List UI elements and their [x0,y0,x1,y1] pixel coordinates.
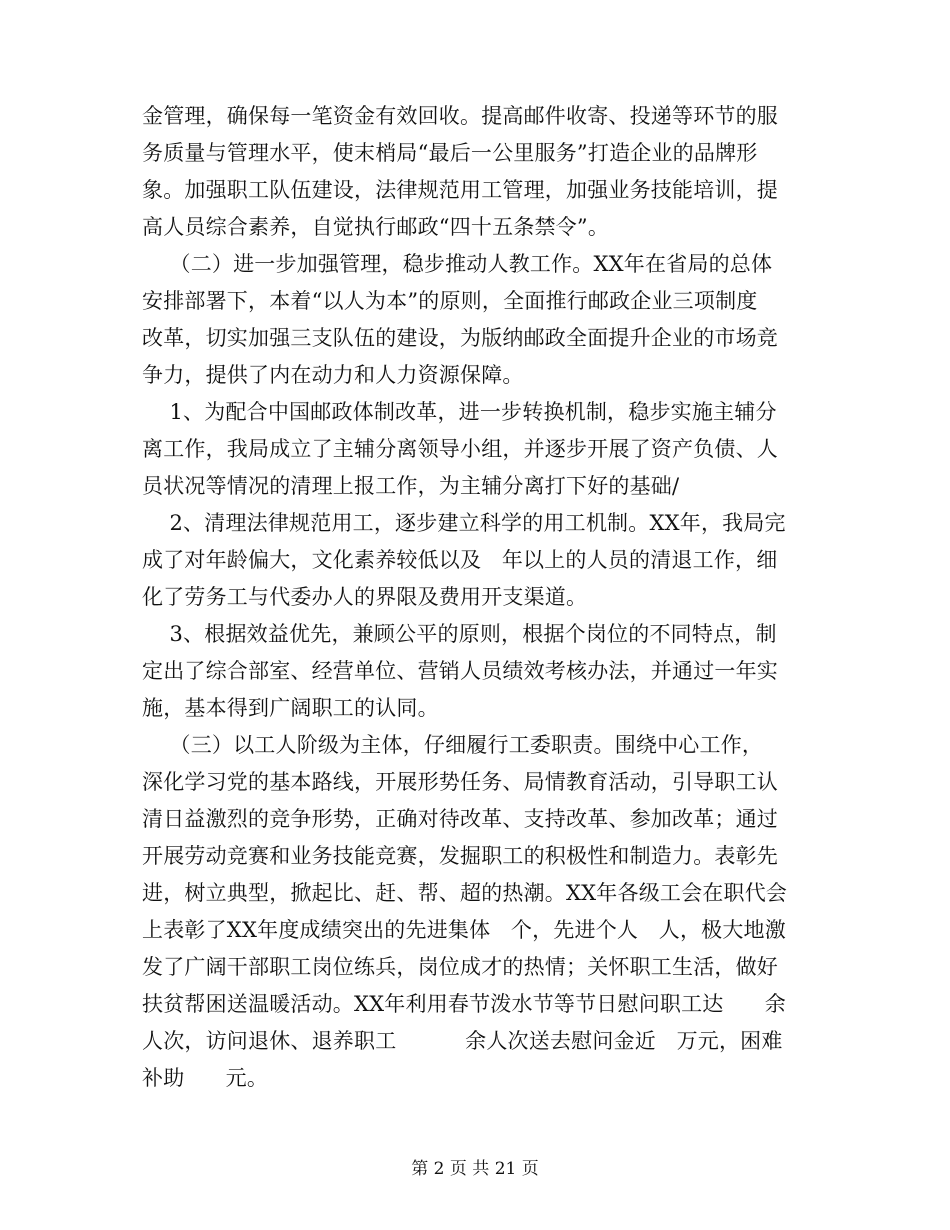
body-text-line: 安排部署下，本着“以人为本”的原则，全面推行邮政企业三项制度 [142,289,758,313]
body-text-line: 发了广阔干部职工岗位练兵，岗位成才的热情；关怀职工生活，做好 [142,955,778,979]
body-text-line: 离工作，我局成立了主辅分离领导小组，并逐步开展了资产负债、人 [142,437,778,461]
body-text-line: 施，基本得到广阔职工的认同。 [142,696,439,720]
body-text-line: 上表彰了XX年度成绩突出的先进集体 个，先进个人 人，极大地激 [142,918,786,942]
body-text-line: 扶贫帮困送温暖活动。XX年利用春节泼水节等节日慰问职工达 余 [142,992,786,1016]
page-footer: 第 2 页 共 21 页 [411,1159,539,1179]
body-text-line: 化了劳务工与代委办人的界限及费用开支渠道。 [142,585,588,609]
body-text-line: 争力，提供了内在动力和人力资源保障。 [142,363,524,387]
body-text-line: 进，树立典型，掀起比、赶、帮、超的热潮。XX年各级工会在职代会 [142,881,788,905]
body-text-line: 高人员综合素养，自觉执行邮政“四十五条禁令”。 [142,215,610,239]
body-text-line: 象。加强职工队伍建设，法律规范用工管理，加强业务技能培训，提 [142,178,778,202]
body-text-line: 3、根据效益优先，兼顾公平的原则，根据个岗位的不同特点，制 [142,622,777,646]
body-text-line: 金管理，确保每一笔资金有效回收。提高邮件收寄、投递等环节的服 [142,104,778,128]
body-text-line: 清日益激烈的竞争形势，正确对待改革、支持改革、参加改革；通过 [142,807,778,831]
body-text-line: 人次，访问退休、退养职工 余人次送去慰问金近 万元，困难 [142,1029,783,1053]
body-text-line: 成了对年龄偏大，文化素养较低以及 年以上的人员的清退工作，细 [142,548,778,572]
body-text-line: 务质量与管理水平，使末梢局“最后一公里服务”打造企业的品牌形 [142,141,758,165]
body-text-line: 深化学习党的基本路线，开展形势任务、局情教育活动，引导职工认 [142,770,778,794]
body-text-line: 补助 元。 [142,1066,269,1090]
body-text-line: 定出了综合部室、经营单位、营销人员绩效考核办法，并通过一年实 [142,659,778,683]
body-text-line: 员状况等情况的清理上报工作，为主辅分离打下好的基础/ [142,474,680,498]
body-text-line: 1、为配合中国邮政体制改革，进一步转换机制，稳步实施主辅分 [142,400,777,424]
body-text-line: （三）以工人阶级为主体，仔细履行工委职责。围绕中心工作， [142,733,764,757]
body-text-line: 改革，切实加强三支队伍的建设，为版纳邮政全面提升企业的市场竞 [142,326,778,350]
body-text-line: 2、清理法律规范用工，逐步建立科学的用工机制。XX年，我局完 [142,511,786,535]
body-text-line: （二）进一步加强管理，稳步推动人教工作。XX年在省局的总体 [142,252,773,276]
body-text-line: 开展劳动竞赛和业务技能竞赛，发掘职工的积极性和制造力。表彰先 [142,844,778,868]
